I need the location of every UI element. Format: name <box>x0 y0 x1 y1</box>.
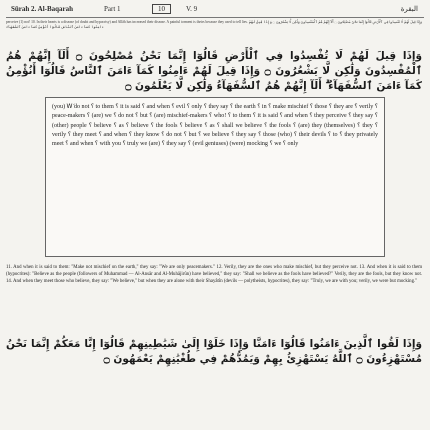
upper-translation-notes: perceive (1) not! 10. In their hearts is a disease (of doubt and hypocrisy) and Allâh has increased their disease. A painful torment is theirs because they used to tell lies. وَإِذَا قِيلَ لَهُمْ لَا تُفْسِدُوا فِي ٱلْأَرْضِ قَالُوٓا إِنَّمَا نَحْنُ مُصْلِحُونَ ۝ أَلَآ إِنَّهُمْ هُمُ ٱلْمُفْسِدُونَ وَلَٰكِن لَّا يَشْعُرُونَ ۝ وَإِذَا قِيلَ لَهُمْ ءَامِنُوا كَمَآ ءَامَنَ ٱلنَّاسُ قَالُوٓا أَنُؤْمِنُ كَمَآ ءَامَنَ ٱلسُّفَهَآءُ <box>6 20 422 30</box>
ayah-ref-box: 10 <box>152 4 171 14</box>
english-translation-footnote: 11. And when it is said to them: "Make not mischief on the earth," they say: "We are only peacemakers." 12. Verily, they are the ones who make mischief, but they perceive not. 13. And when it is said to them (hypocrites): "Believe as the people (followers of Muhammad — Al-Ansâr and Al-Muhâjirûn) have believed," they say: "Shall we believe as the fools have believed?" Verily, they are the fools, but they know not. 14. And when they meet those who believe, they say: "We believe," but when they are alone with their Shayâtîn (devils — polytheists, hypocrites), they say: "Truly, we are with you; verily, we were but mocking." <box>6 265 422 284</box>
running-header <box>6 3 424 17</box>
word-by-word-text: (you) Wَ do not ؟ to them ؟ it is said ؟ and when ؟ evil ؟ only ؟ they say ؟ the earth ؟ in ؟ make mischief ؟ those ؟ they are ؟ verily ؟ peace-makers ؟ (are) we ؟ do not ؟ but ؟ (are) mischief-makers ؟ who! ؟ to them ؟ it is said ؟ and when ؟ they perceive ؟ they say ؟ (other) people ؟ believe ؟ as ؟ believe ؟ the fools ؟ believe ؟ as ؟ shall we believe ؟ the fools ؟ (are) they (themselves) ؟ they ؟ verily ؟ they meet ؟ and when ؟ they know ؟ do not ؟ but ؟ we believe ؟ they say ؟ those (who) ؟ their devils ؟ to ؟ they privately meet ؟ and when ؟ with you ؟ truly we (are) ؟ they say ؟ (evil geniuses) (were) mocking ؟ we ؟ only <box>52 104 379 147</box>
arabic-verses-bottom: وَإِذَا لَقُوا ٱلَّذِينَ ءَامَنُوا قَالُوٓا ءَامَنَّا وَإِذَا خَلَوْا إِلَىٰ شَيَٰطِينِهِمْ قَالُوٓا إِنَّا مَعَكُمْ إِنَّمَا نَحْنُ مُسْتَهْزِءُونَ ۝ ٱللَّهُ يَسْتَهْزِئُ بِهِمْ وَيَمُدُّهُمْ فِي طُغْيَٰنِهِمْ يَعْمَهُونَ ۝ <box>6 338 422 365</box>
arabic-header-ref: البقرة <box>400 5 418 13</box>
arabic-verses-top: وَإِذَا قِيلَ لَهُمْ لَا تُفْسِدُوا فِي ٱلْأَرْضِ قَالُوٓا إِنَّمَا نَحْنُ مُصْلِحُونَ ۝ أَلَآ إِنَّهُمْ هُمُ ٱلْمُفْسِدُونَ وَلَٰكِن لَّا يَشْعُرُونَ ۝ وَإِذَا قِيلَ لَهُمْ ءَامِنُوا كَمَآ ءَامَنَ ٱلنَّاسُ قَالُوٓا أَنُؤْمِنُ كَمَآ ءَامَنَ ٱلسُّفَهَآءُ ۗ أَلَآ إِنَّهُمْ هُمُ ٱلسُّفَهَآءُ وَلَٰكِن لَّا يَعْلَمُونَ ۝ <box>6 50 422 92</box>
surah-label: Sūrah 2. Al-Baqarah <box>11 5 74 13</box>
part-label: Part 1 <box>104 5 121 13</box>
verse-ref: V. 9 <box>186 5 198 13</box>
word-by-word-box <box>45 97 385 257</box>
header-divider <box>6 17 424 18</box>
